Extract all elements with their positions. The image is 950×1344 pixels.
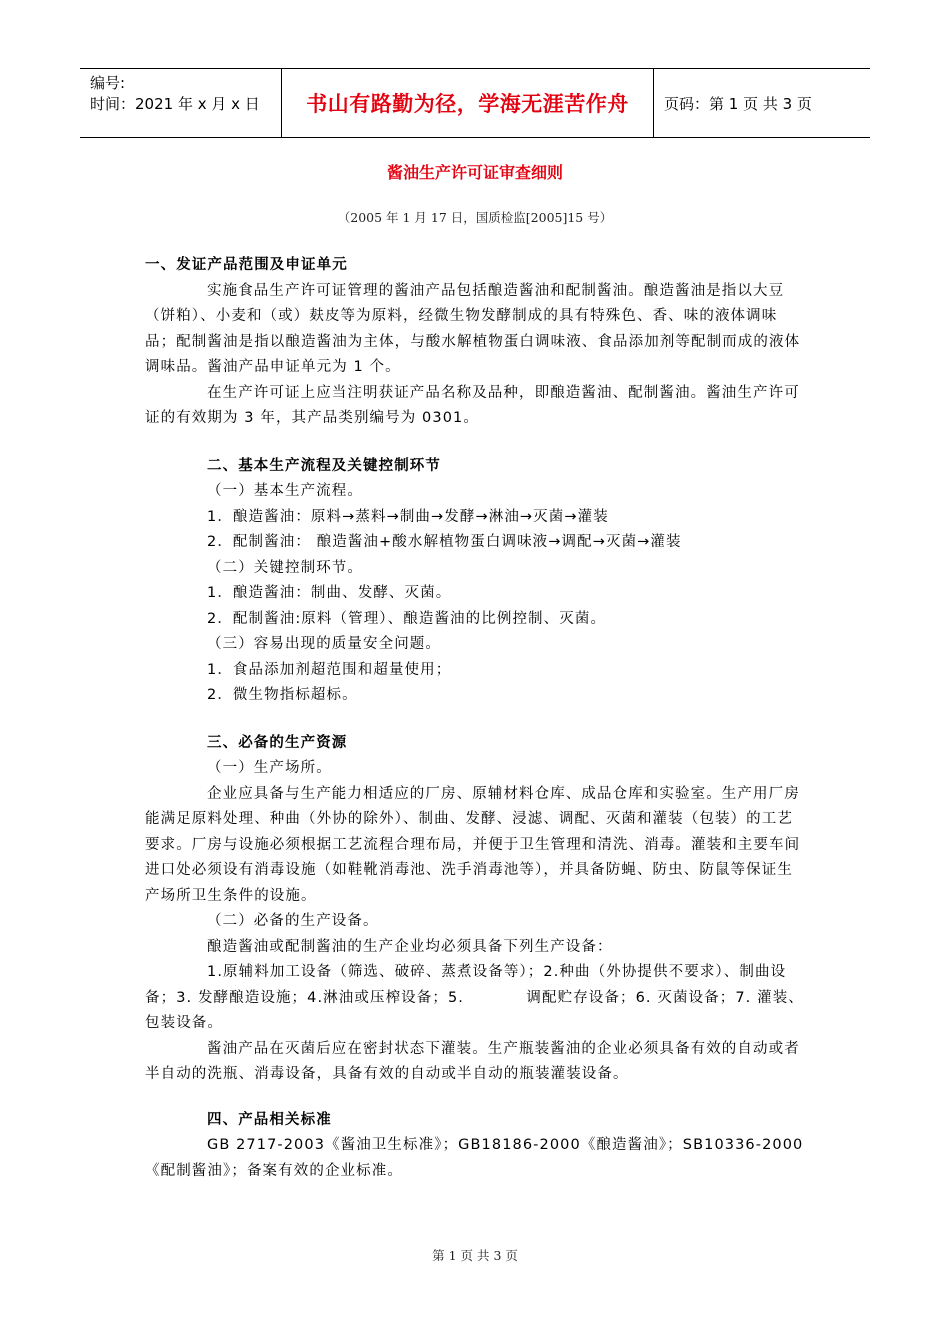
- section-4-heading: 四、产品相关标准: [207, 1111, 332, 1128]
- date-label: 时间：2021 年 x 月 x 日: [90, 95, 260, 113]
- section-3-subheading: （二）必备的生产设备。: [207, 913, 379, 929]
- document-title: 酱油生产许可证审查细则: [386, 163, 563, 182]
- section-4-paragraph: GB 2717-2003《酱油卫生标准》；GB18186-2000《酿造酱油》；SB10336-2000《配制酱油》；备案有效的企业标准。: [145, 1137, 804, 1179]
- list-item: 1．酿造酱油：原料→蒸料→制曲→发酵→淋油→灭菌→灌装: [207, 508, 609, 525]
- section-3-paragraph: 企业应具备与生产能力相适应的厂房、原辅材料仓库、成品仓库和实验室。生产用厂房能满足原料处理、种曲（外协的除外）、制曲、发酵、浸滤、调配、灭菌和灌装（包装）的工艺要求。厂房与设施必须根据工艺流程合理布局，并便于卫生管理和清洗、消毒。灌装和主要车间进口处必须设有消毒设施（如鞋靴消毒池、洗手消毒池等），并具备防蝇、防虫、防鼠等保证生产场所卫生条件的设施。: [145, 785, 801, 904]
- section-1-paragraph: 实施食品生产许可证管理的酱油产品包括酿造酱油和配制酱油。酿造酱油是指以大豆（饼粕）、小麦和（或）麸皮等为原料，经微生物发酵制成的具有特殊色、香、味的液体调味品；配制酱油是指以酿造酱油为主体，与酸水解植物蛋白调味液、食品添加剂等配制而成的液体调味品。酱油产品申证单元为 1 个。: [145, 282, 801, 375]
- document-subtitle: （2005 年 1 月 17 日，国质检监[2005]15 号）: [337, 210, 613, 225]
- header-motto-cell: [282, 69, 654, 137]
- section-3-paragraph: 酱油产品在灭菌后应在密封状态下灌装。生产瓶装酱油的企业必须具备有效的自动或者半自动的洗瓶、消毒设备，具备有效的自动或半自动的瓶装灌装设备。: [145, 1040, 800, 1082]
- section-3-paragraph: 1.原辅料加工设备（筛选、破碎、蒸煮设备等）；2.种曲（外协提供不要求）、制曲设备；3. 发酵酿造设施；4.淋油或压榨设备；5. 调配贮存设备；6. 灭菌设备；7. 灌装、包装设备。: [145, 964, 804, 1031]
- number-label: 编号:: [90, 74, 126, 92]
- document-body: [145, 253, 805, 1184]
- section-1-paragraph: 在生产许可证上应当注明获证产品名称及品种，即酿造酱油、配制酱油。酱油生产许可证的有效期为 3 年，其产品类别编号为 0301。: [145, 384, 800, 426]
- section-2-subheading: （一）基本生产流程。: [207, 483, 363, 499]
- section-1-heading: 一、发证产品范围及申证单元: [145, 257, 348, 273]
- document-header: [80, 68, 870, 138]
- header-page-cell: [654, 69, 870, 137]
- section-2-subheading: （二）关键控制环节。: [207, 559, 363, 576]
- section-3-subheading: （一）生产场所。: [207, 760, 332, 776]
- list-item: 2．配制酱油:原料（管理）、酿造酱油的比例控制、灭菌。: [207, 610, 607, 627]
- motto-text: 书山有路勤为径，学海无涯苦作舟: [306, 92, 629, 116]
- page-footer: 第 1 页 共 3 页: [432, 1248, 518, 1263]
- section-2-heading: 二、基本生产流程及关键控制环节: [207, 457, 441, 474]
- list-item: 2．配制酱油： 酿造酱油+酸水解植物蛋白调味液→调配→灭菌→灌装: [207, 534, 682, 550]
- list-item: 1．酿造酱油：制曲、发酵、灭菌。: [207, 585, 452, 601]
- section-3-paragraph: 酿造酱油或配制酱油的生产企业均必须具备下列生产设备：: [207, 938, 613, 955]
- section-3-heading: 三、必备的生产资源: [207, 734, 348, 751]
- header-info-cell: [80, 69, 282, 137]
- page-code: 页码：第 1 页 共 3 页: [664, 94, 812, 113]
- section-2-subheading: （三）容易出现的质量安全问题。: [207, 636, 441, 652]
- list-item: 2．微生物指标超标。: [207, 687, 358, 703]
- list-item: 1．食品添加剂超范围和超量使用；: [207, 661, 452, 678]
